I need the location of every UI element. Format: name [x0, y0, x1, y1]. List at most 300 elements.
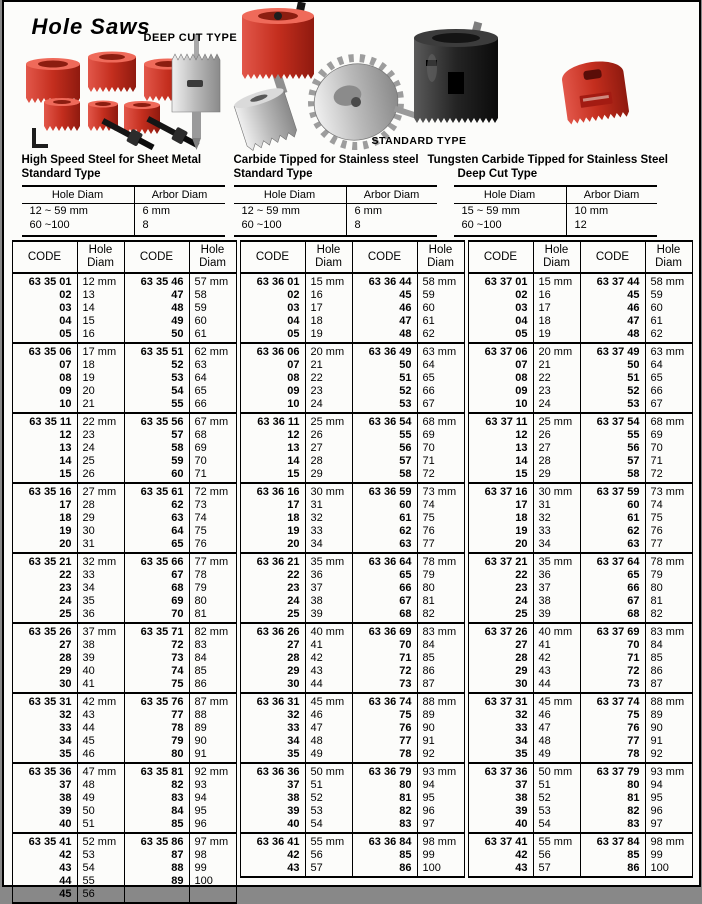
hole-diam-cell: 83 mm: [417, 623, 464, 639]
code-cell: 72: [352, 665, 417, 678]
table-row: [12, 875, 236, 888]
table-row: [12, 289, 236, 302]
hole-diam-cell: 54: [533, 818, 580, 833]
table-row: [468, 289, 692, 302]
hole-diam-cell: 24: [533, 398, 580, 413]
code-cell: 33: [240, 722, 305, 735]
code-cell: 81: [352, 792, 417, 805]
section-tungsten-carbide: [428, 153, 700, 237]
code-cell: 65: [580, 569, 645, 582]
table-row: [240, 468, 464, 483]
table-row: [12, 468, 236, 483]
section-title-line1: Carbide Tipped for Stainless steel: [234, 153, 452, 167]
hole-diam-cell: 31: [533, 499, 580, 512]
table-row: [468, 792, 692, 805]
hole-diam-cell: 58 mm: [417, 273, 464, 289]
table-row: [12, 818, 236, 833]
code-cell: 05: [240, 328, 305, 343]
code-cell: 04: [12, 315, 77, 328]
code-cell: 02: [240, 289, 305, 302]
hole-diam-cell: 83 mm: [645, 623, 692, 639]
code-table-group-carbide: [240, 240, 465, 904]
table-row: [468, 385, 692, 398]
spec-header-hole-diam: Hole Diam: [22, 186, 135, 204]
hole-diam-cell: 75: [189, 525, 236, 538]
hole-diam-cell: 58 mm: [645, 273, 692, 289]
table-row: [12, 429, 236, 442]
hole-diam-cell: 55 mm: [533, 833, 580, 849]
table-row: [240, 849, 464, 862]
code-cell: 63 36 49: [352, 343, 417, 359]
code-cell: 79: [124, 735, 189, 748]
table-row: [468, 429, 692, 442]
code-cell: 78: [124, 722, 189, 735]
code-cell: 19: [468, 525, 533, 538]
code-cell: 63 36 26: [240, 623, 305, 639]
table-row: [240, 569, 464, 582]
code-cell: 63 36 16: [240, 483, 305, 499]
hole-diam-cell: 67: [645, 398, 692, 413]
hole-diam-cell: 17: [533, 302, 580, 315]
code-cell: 44: [12, 875, 77, 888]
table-row: [468, 468, 692, 483]
hole-diam-cell: 91: [417, 735, 464, 748]
code-cell: 75: [124, 678, 189, 693]
code-cell: 29: [468, 665, 533, 678]
hole-diam-cell: 49: [305, 748, 352, 763]
hole-diam-cell: 100: [645, 862, 692, 877]
hole-diam-cell: 73 mm: [417, 483, 464, 499]
code-cell: 08: [468, 372, 533, 385]
hole-diam-cell: 36: [305, 569, 352, 582]
hole-diam-cell: 89: [645, 709, 692, 722]
section-title-line1: Tungsten Carbide Tipped for Stainless Steel: [428, 153, 700, 167]
code-cell: 38: [468, 792, 533, 805]
hole-diam-cell: 14: [77, 302, 124, 315]
code-cell: 54: [124, 385, 189, 398]
table-row: [240, 748, 464, 763]
table-row: [240, 623, 464, 639]
code-cell: 15: [240, 468, 305, 483]
table-row: [468, 483, 692, 499]
hole-diam-cell: 83: [189, 639, 236, 652]
hole-diam-cell: 93 mm: [417, 763, 464, 779]
hole-diam-cell: 72 mm: [189, 483, 236, 499]
hole-diam-cell: 21: [305, 359, 352, 372]
hole-diam-cell: 88: [189, 709, 236, 722]
hole-diam-cell: 16: [305, 289, 352, 302]
hole-diam-cell: 93: [189, 779, 236, 792]
code-cell: 60: [124, 468, 189, 483]
table-row: [12, 678, 236, 693]
hole-diam-cell: 20 mm: [533, 343, 580, 359]
hole-diam-cell: 75: [417, 512, 464, 525]
hole-diam-cell: 58: [189, 289, 236, 302]
hole-diam-cell: 67: [417, 398, 464, 413]
hole-diam-cell: 47 mm: [77, 763, 124, 779]
table-row: [12, 455, 236, 468]
code-cell: 63 37 21: [468, 553, 533, 569]
hole-diam-header: Hole Diam: [305, 241, 352, 273]
hole-diam-cell: 46: [77, 748, 124, 763]
code-cell: 03: [468, 302, 533, 315]
hole-diam-cell: 29: [305, 468, 352, 483]
hole-diam-cell: 56: [305, 849, 352, 862]
table-row: [240, 595, 464, 608]
hole-diam-cell: 76: [645, 525, 692, 538]
table-row: [468, 779, 692, 792]
hole-diam-cell: 62: [417, 328, 464, 343]
code-cell: 38: [240, 792, 305, 805]
code-cell: 80: [580, 779, 645, 792]
hole-diam-cell: 34: [77, 582, 124, 595]
hole-diam-cell: 56: [77, 888, 124, 903]
table-row: [12, 315, 236, 328]
code-cell: 68: [352, 608, 417, 623]
code-cell: 78: [352, 748, 417, 763]
code-cell: 63 36 44: [352, 273, 417, 289]
hole-diam-cell: 70: [645, 442, 692, 455]
spec-table-carbide: [234, 185, 437, 237]
code-cell: 72: [124, 639, 189, 652]
hole-diam-cell: 88 mm: [645, 693, 692, 709]
hole-diam-cell: 37: [305, 582, 352, 595]
hole-diam-cell: 64: [645, 359, 692, 372]
table-row: [468, 722, 692, 735]
table-row: [12, 538, 236, 553]
hole-diam-cell: 39: [77, 652, 124, 665]
spec-cell: 6 mm: [346, 204, 437, 219]
hole-diam-cell: 19: [305, 328, 352, 343]
hole-diam-cell: 96: [189, 818, 236, 833]
table-row: [240, 525, 464, 538]
code-cell: 07: [468, 359, 533, 372]
code-cell: 63 37 01: [468, 273, 533, 289]
code-cell: 89: [124, 875, 189, 888]
code-cell: 63 36 41: [240, 833, 305, 849]
code-cell: 65: [352, 569, 417, 582]
hole-diam-cell: 28: [533, 455, 580, 468]
code-cell: 63 35 61: [124, 483, 189, 499]
code-cell: 63 37 49: [580, 343, 645, 359]
table-row: [12, 639, 236, 652]
code-cell: 42: [240, 849, 305, 862]
spec-cell: 12: [566, 218, 657, 236]
code-cell: 63 36 21: [240, 553, 305, 569]
code-cell: 63 37 11: [468, 413, 533, 429]
hole-diam-cell: 76: [189, 538, 236, 553]
spec-cell: 60 ~100: [234, 218, 347, 236]
hole-diam-cell: 97: [645, 818, 692, 833]
code-cell: 47: [124, 289, 189, 302]
code-cell: 76: [352, 722, 417, 735]
table-row: [468, 499, 692, 512]
code-cell: 78: [580, 748, 645, 763]
table-row: [240, 722, 464, 735]
hole-diam-cell: 99: [189, 862, 236, 875]
table-row: [468, 709, 692, 722]
code-cell: 63 36 06: [240, 343, 305, 359]
hole-diam-cell: 51: [305, 779, 352, 792]
table-row: [240, 328, 464, 343]
code-cell: 63 35 16: [12, 483, 77, 499]
hole-diam-cell: 36: [533, 569, 580, 582]
table-row: [12, 525, 236, 538]
hole-diam-cell: 24: [305, 398, 352, 413]
hole-diam-cell: 13: [77, 289, 124, 302]
code-cell: 17: [12, 499, 77, 512]
code-cell: 23: [12, 582, 77, 595]
section-title-line2: Deep Cut Type: [458, 167, 700, 181]
hole-diam-cell: 35 mm: [305, 553, 352, 569]
code-cell: 46: [352, 302, 417, 315]
code-cell: 35: [468, 748, 533, 763]
code-cell: 68: [580, 608, 645, 623]
code-cell: 63 36 01: [240, 273, 305, 289]
code-cell: 45: [580, 289, 645, 302]
hole-diam-cell: 85: [645, 652, 692, 665]
hole-diam-cell: 46: [305, 709, 352, 722]
table-row: [12, 512, 236, 525]
hole-diam-cell: 91: [645, 735, 692, 748]
code-cell: 67: [352, 595, 417, 608]
hole-diam-cell: 47: [533, 722, 580, 735]
hole-diam-cell: 73: [189, 499, 236, 512]
code-cell: 34: [240, 735, 305, 748]
code-cell: 57: [352, 455, 417, 468]
hole-diam-cell: 61: [645, 315, 692, 328]
hole-diam-cell: 48: [533, 735, 580, 748]
code-cell: 86: [580, 862, 645, 877]
hole-diam-cell: 35 mm: [533, 553, 580, 569]
code-cell: 73: [580, 678, 645, 693]
code-cell: 09: [12, 385, 77, 398]
hole-diam-cell: 66: [645, 385, 692, 398]
hole-diam-cell: 94: [189, 792, 236, 805]
code-cell: 39: [12, 805, 77, 818]
hole-diam-cell: 26: [305, 429, 352, 442]
code-cell: 03: [240, 302, 305, 315]
table-row: [12, 888, 236, 903]
hole-diam-cell: 74: [417, 499, 464, 512]
code-cell: 57: [580, 455, 645, 468]
table-row: [12, 849, 236, 862]
code-cell: 74: [124, 665, 189, 678]
hole-diam-cell: 77 mm: [189, 553, 236, 569]
code-cell: 30: [12, 678, 77, 693]
hole-diam-cell: 42: [305, 652, 352, 665]
code-cell: 53: [580, 398, 645, 413]
hole-diam-cell: 40 mm: [305, 623, 352, 639]
hole-diam-cell: 25 mm: [305, 413, 352, 429]
table-row: [240, 833, 464, 849]
code-cell: 48: [352, 328, 417, 343]
table-row: [468, 862, 692, 877]
hole-diam-cell: 23: [77, 429, 124, 442]
code-cell: 24: [240, 595, 305, 608]
table-row: [240, 779, 464, 792]
spec-cell: 60 ~100: [454, 218, 567, 236]
table-row: [240, 315, 464, 328]
code-cell: 47: [580, 315, 645, 328]
hole-diam-cell: 23: [533, 385, 580, 398]
code-cell: 63 36 84: [352, 833, 417, 849]
hole-diam-cell: 90: [645, 722, 692, 735]
hole-diam-cell: 41: [533, 639, 580, 652]
hole-diam-cell: 57 mm: [189, 273, 236, 289]
table-row: [12, 709, 236, 722]
table-row: [240, 665, 464, 678]
table-row: [12, 693, 236, 709]
hole-diam-cell: 56: [533, 849, 580, 862]
spec-table-hss: [22, 185, 225, 237]
hole-diam-cell: 22 mm: [77, 413, 124, 429]
code-cell: 13: [240, 442, 305, 455]
code-cell: 63 35 36: [12, 763, 77, 779]
code-cell: 33: [12, 722, 77, 735]
hole-diam-cell: 34: [305, 538, 352, 553]
code-cell: 63 36 59: [352, 483, 417, 499]
hole-diam-cell: 98 mm: [417, 833, 464, 849]
code-cell: 58: [580, 468, 645, 483]
code-cell: 14: [240, 455, 305, 468]
code-cell: 85: [352, 849, 417, 862]
hole-diam-cell: 37 mm: [77, 623, 124, 639]
code-cell: 18: [12, 512, 77, 525]
code-cell: 59: [124, 455, 189, 468]
hole-diam-cell: 63: [189, 359, 236, 372]
table-row: [468, 442, 692, 455]
hole-diam-cell: 71: [417, 455, 464, 468]
code-cell: 10: [468, 398, 533, 413]
code-cell: 70: [352, 639, 417, 652]
hole-diam-cell: 69: [189, 442, 236, 455]
code-table: [468, 240, 693, 878]
table-row: [12, 328, 236, 343]
hole-diam-cell: 34: [533, 538, 580, 553]
table-row: [240, 639, 464, 652]
code-cell: 60: [352, 499, 417, 512]
code-cell: 53: [124, 372, 189, 385]
hole-diam-cell: 87 mm: [189, 693, 236, 709]
code-cell: 63 35 76: [124, 693, 189, 709]
hole-diam-cell: 65: [645, 372, 692, 385]
code-cell: 61: [580, 512, 645, 525]
code-cell: 80: [124, 748, 189, 763]
code-cell: 33: [468, 722, 533, 735]
code-cell: 05: [468, 328, 533, 343]
code-header: CODE: [12, 241, 77, 273]
hole-diam-cell: 22: [533, 372, 580, 385]
code-table-group-hss: [12, 240, 237, 904]
hole-diam-cell: 87: [645, 678, 692, 693]
hole-diam-cell: 40: [77, 665, 124, 678]
code-cell: 10: [240, 398, 305, 413]
code-cell: 25: [240, 608, 305, 623]
table-row: [240, 413, 464, 429]
code-cell: 22: [12, 569, 77, 582]
code-cell: 42: [468, 849, 533, 862]
code-cell: 63 37 06: [468, 343, 533, 359]
hole-diam-cell: [189, 888, 236, 903]
table-row: [468, 805, 692, 818]
hole-diam-cell: 86: [417, 665, 464, 678]
table-row: [12, 805, 236, 818]
code-cell: 08: [240, 372, 305, 385]
code-cell: 32: [468, 709, 533, 722]
code-cell: [124, 888, 189, 903]
section-carbide-tipped: [234, 153, 452, 237]
hole-diam-cell: 60: [645, 302, 692, 315]
code-cell: 70: [124, 608, 189, 623]
hole-diam-cell: 20 mm: [305, 343, 352, 359]
hole-diam-cell: 57: [305, 862, 352, 877]
hole-diam-cell: 84: [417, 639, 464, 652]
code-tables: [12, 240, 693, 904]
table-row: [240, 608, 464, 623]
hole-diam-cell: 51: [77, 818, 124, 833]
code-cell: 63 36 31: [240, 693, 305, 709]
table-row: [468, 678, 692, 693]
hole-diam-cell: 93 mm: [645, 763, 692, 779]
hole-diam-cell: 92: [645, 748, 692, 763]
code-cell: 57: [124, 429, 189, 442]
hole-diam-cell: 84: [189, 652, 236, 665]
table-row: [240, 763, 464, 779]
code-cell: 80: [352, 779, 417, 792]
hole-diam-cell: 71: [189, 468, 236, 483]
code-cell: 63: [124, 512, 189, 525]
hole-diam-cell: 92 mm: [189, 763, 236, 779]
hole-diam-cell: 53: [305, 805, 352, 818]
table-row: [12, 735, 236, 748]
code-cell: 52: [124, 359, 189, 372]
spec-header-arbor-diam: Arbor Diam: [346, 186, 437, 204]
code-cell: 10: [12, 398, 77, 413]
hole-diam-cell: 72: [645, 468, 692, 483]
hole-diam-cell: 30 mm: [533, 483, 580, 499]
table-row: [240, 385, 464, 398]
hole-diam-cell: 75: [645, 512, 692, 525]
code-cell: 02: [12, 289, 77, 302]
code-cell: 50: [124, 328, 189, 343]
hole-diam-cell: 21: [533, 359, 580, 372]
spec-cell: 8: [346, 218, 437, 236]
code-cell: 18: [240, 512, 305, 525]
table-row: [12, 833, 236, 849]
code-cell: 48: [124, 302, 189, 315]
table-row: [468, 328, 692, 343]
table-row: [468, 595, 692, 608]
hole-diam-cell: 61: [189, 328, 236, 343]
table-row: [468, 413, 692, 429]
table-row: [12, 623, 236, 639]
hole-diam-cell: 81: [189, 608, 236, 623]
table-row: [240, 678, 464, 693]
hole-diam-cell: 38: [77, 639, 124, 652]
table-row: [468, 639, 692, 652]
hole-diam-cell: 59: [645, 289, 692, 302]
code-cell: 63 37 16: [468, 483, 533, 499]
hole-diam-cell: 38: [533, 595, 580, 608]
hole-diam-cell: 82 mm: [189, 623, 236, 639]
hole-diam-cell: 68: [189, 429, 236, 442]
code-cell: 39: [240, 805, 305, 818]
hole-diam-cell: 100: [417, 862, 464, 877]
code-cell: 65: [124, 538, 189, 553]
hole-diam-cell: 24: [77, 442, 124, 455]
table-row: [240, 792, 464, 805]
